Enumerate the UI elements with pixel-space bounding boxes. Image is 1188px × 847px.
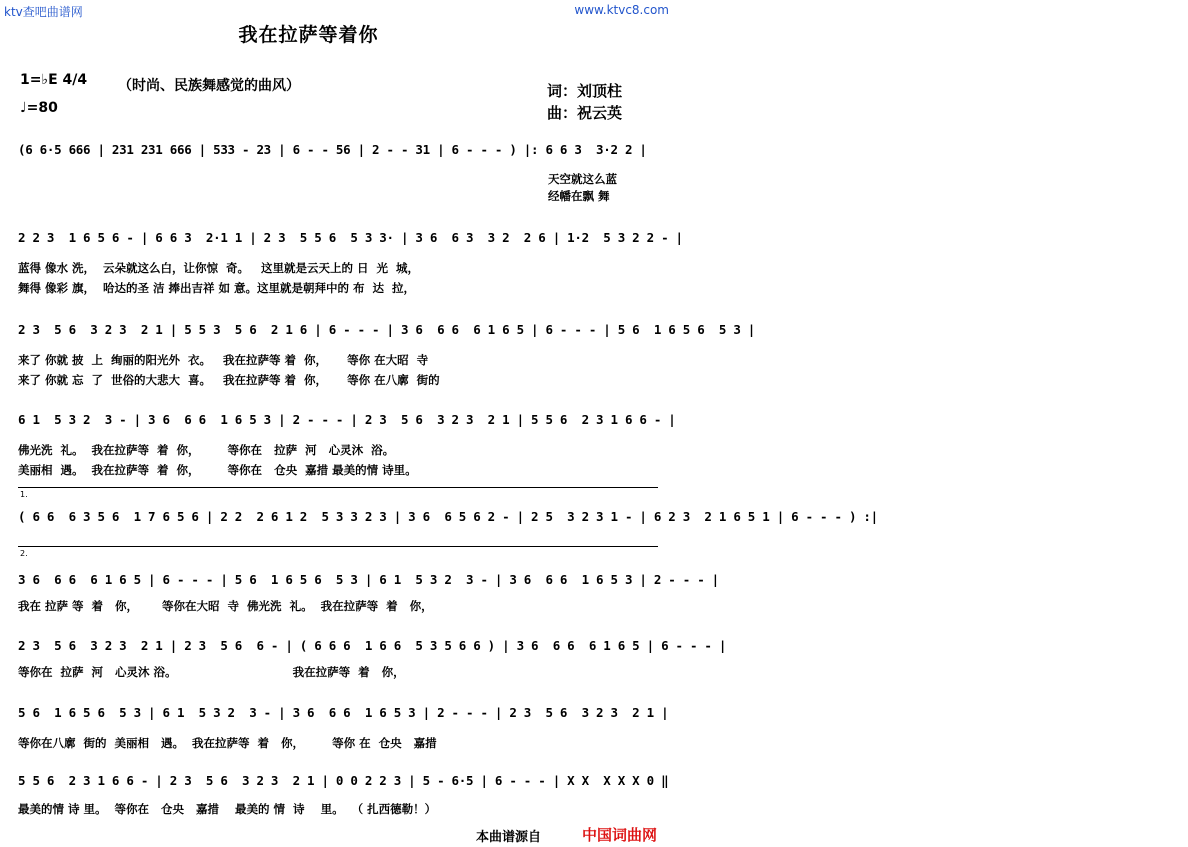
lyric-line: 最美的情 诗 里。 等你在 仓央 嘉措 最美的 情 诗 里。 （ 扎西德勒！） bbox=[18, 802, 437, 816]
notation-row: (6 6·5 666 | 231 231 666 | 533 - 23 | 6 - - 56 | 2 - - 31 | 6 - - - ) |: 6 6 3 3·2 2 | bbox=[18, 142, 647, 157]
lyric-line: 经幡在飘 舞 bbox=[548, 189, 610, 203]
tempo-marking: ♩=80 bbox=[20, 100, 58, 116]
lyric-line: 蓝得 像水 洗， 云朵就这么白，让你惊 奇。 这里就是云天上的 日 光 城， bbox=[18, 261, 420, 275]
second-ending-bracket bbox=[18, 546, 658, 547]
lyric-line: 天空就这么蓝 bbox=[548, 172, 617, 186]
notation-row: 2 2 3 1 6 5 6 - | 6 6 3 2·1 1 | 2 3 5 5 6 5 3 3· | 3 6 6 3 3 2 2 6 | 1·2 5 3 2 2 - | bbox=[18, 230, 683, 245]
key-signature: 1=♭E 4/4 bbox=[20, 72, 88, 88]
lyricist-credit: 词：刘顶柱 bbox=[547, 82, 623, 100]
composer-credit: 曲：祝云英 bbox=[547, 104, 623, 122]
first-ending-mark: 1. bbox=[20, 490, 28, 499]
first-ending-bracket bbox=[18, 487, 658, 488]
watermark-left: ktv查吧曲谱网 bbox=[4, 5, 83, 19]
notation-row: 6 1 5 3 2 3 - | 3 6 6 6 1 6 5 3 | 2 - - - | 2 3 5 6 3 2 3 2 1 | 5 5 6 2 3 1 6 6 - | bbox=[18, 412, 676, 427]
source-note: 本曲谱源自 bbox=[476, 830, 542, 845]
notation-row: 2 3 5 6 3 2 3 2 1 | 5 5 3 5 6 2 1 6 | 6 - - - | 3 6 6 6 6 1 6 5 | 6 - - - | 5 6 1 6 5 6 5 3 | bbox=[18, 322, 756, 337]
lyric-line: 来了 你就 披 上 绚丽的阳光外 衣。 我在拉萨等 着 你， 等你 在大昭 寺 bbox=[18, 353, 429, 367]
lyric-line: 等你在八廓 街的 美丽相 遇。 我在拉萨等 着 你， 等你 在 仓央 嘉措 bbox=[18, 736, 437, 750]
song-title: 我在拉萨等着你 bbox=[238, 24, 379, 46]
lyric-line: 舞得 像彩 旗， 哈达的圣 洁 捧出吉祥 如 意。这里就是朝拜中的 布 达 拉， bbox=[18, 281, 416, 295]
watermark-right: www.ktvc8.com bbox=[574, 3, 669, 17]
lyric-line: 等你在 拉萨 河 心灵沐 浴。 我在拉萨等 着 你， bbox=[18, 665, 405, 679]
lyric-line: 我在 拉萨 等 着 你， 等你在大昭 寺 佛光洗 礼。 我在拉萨等 着 你， bbox=[18, 599, 433, 613]
lyric-line: 美丽相 遇。 我在拉萨等 着 你， 等你在 仓央 嘉措 最美的情 诗里。 bbox=[18, 463, 417, 477]
notation-row: 5 5 6 2 3 1 6 6 - | 2 3 5 6 3 2 3 2 1 | 0 0 2 2 3 | 5 - 6·5 | 6 - - - | X X X X X 0 ‖ bbox=[18, 773, 669, 788]
notation-row: 3 6 6 6 6 1 6 5 | 6 - - - | 5 6 1 6 5 6 5 3 | 6 1 5 3 2 3 - | 3 6 6 6 1 6 5 3 | 2 - - - | bbox=[18, 572, 719, 587]
second-ending-mark: 2. bbox=[20, 549, 28, 558]
notation-row: 2 3 5 6 3 2 3 2 1 | 2 3 5 6 6 - | ( 6 6 6 1 6 6 5 3 5 6 6 ) | 3 6 6 6 6 1 6 5 | 6 - - - | bbox=[18, 638, 727, 653]
lyric-line: 来了 你就 忘 了 世俗的大悲大 喜。 我在拉萨等 着 你， 等你 在八廓 街的 bbox=[18, 373, 440, 387]
lyric-line: 佛光洗 礼。 我在拉萨等 着 你， 等你在 拉萨 河 心灵沐 浴。 bbox=[18, 443, 395, 457]
notation-row: 5 6 1 6 5 6 5 3 | 6 1 5 3 2 3 - | 3 6 6 6 1 6 5 3 | 2 - - - | 2 3 5 6 3 2 3 2 1 | bbox=[18, 705, 669, 720]
site-link[interactable]: 中国词曲网 bbox=[582, 826, 658, 844]
notation-row: ( 6 6 6 3 5 6 1 7 6 5 6 | 2 2 2 6 1 2 5 3 3 2 3 | 3 6 6 5 6 2 - | 2 5 3 2 3 1 - | 6 2 3 2 1 6 5 1 | 6 - - - ) :| bbox=[18, 509, 878, 524]
style-note: （时尚、民族舞感觉的曲风） bbox=[118, 78, 300, 94]
